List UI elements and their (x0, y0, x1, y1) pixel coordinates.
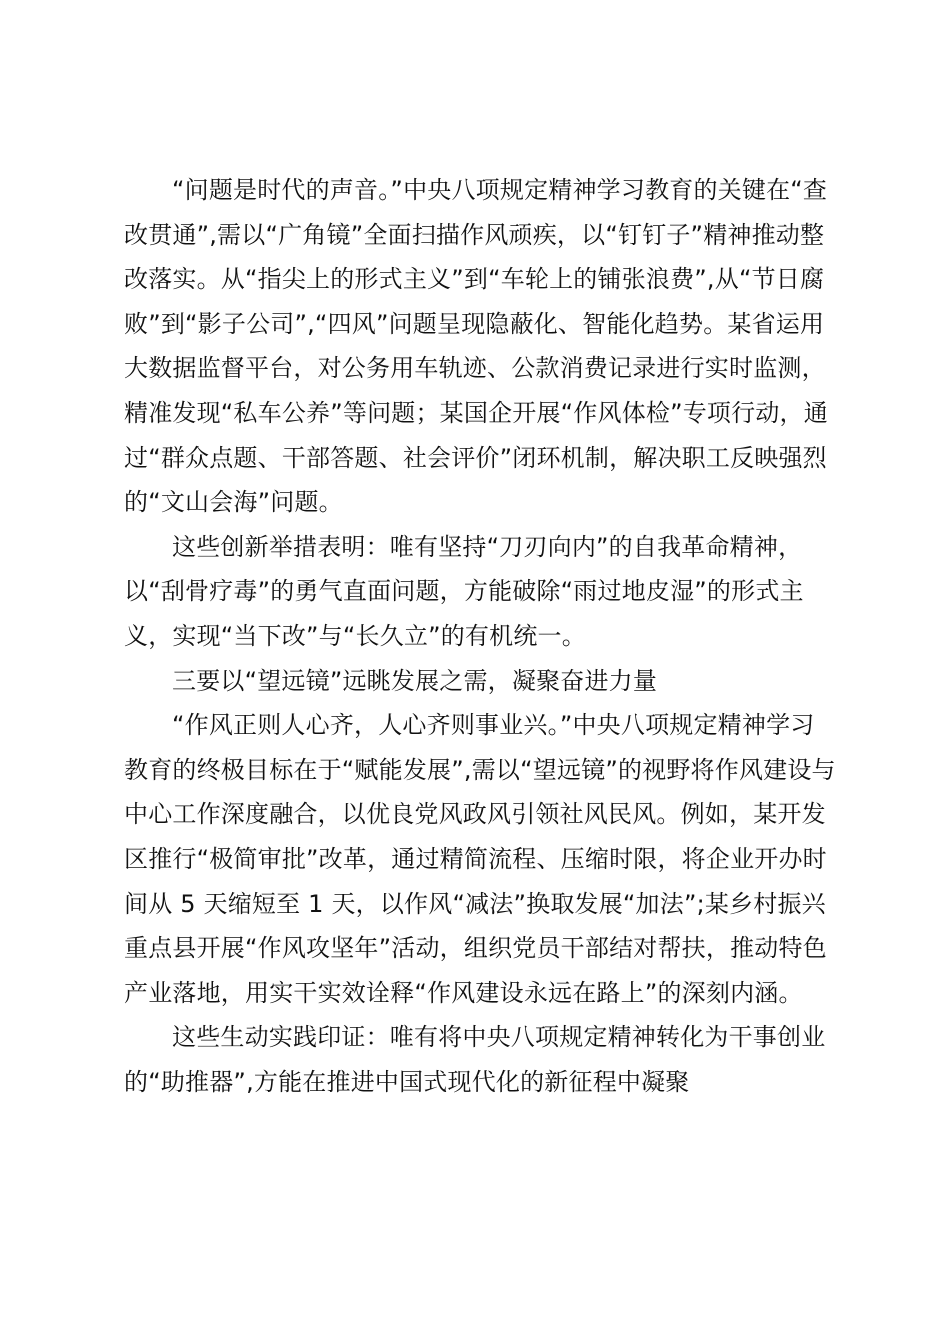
paragraph-problem-rectification: “问题是时代的声音。”中央八项规定精神学习教育的关键在“查改贯通”,需以“广角镜”全面扫描作风顽疾，以“钉钉子”精神推动整改落实。从“指尖上的形式主义”到“车轮上的铺张浪费”,从“节日腐败”到“影子公司”,“四风”问题呈现隐蔽化、智能化趋势。某省运用大数据监督平台，对公务用车轨迹、公款消费记录进行实时监测，精准发现“私车公养”等问题；某国企开展“作风体检”专项行动，通过“群众点题、干部答题、社会评价”闭环机制，解决职工反映强烈的“文山会海”问题。 (124, 176, 828, 517)
paragraph-empower-development: “作风正则人心齐，人心齐则事业兴。”中央八项规定精神学习教育的终极目标在于“赋能发展”,需以“望远镜”的视野将作风建设与中心工作深度融合，以优良党风政风引领社风民风。例如，某开发区推行“极简审批”改革，通过精简流程、压缩时限，将企业开办时间从 5 天缩短至 1 天，以作风“减法”换取发展“加法”;某乡村振兴重点县开展“作风攻坚年”活动，组织党员干部结对帮扶，推动特色产业落地，用实干实效诠释“作风建设永远在路上”的深刻内涵。 (124, 711, 836, 1007)
section-heading-telescope: 三要以“望远镜”远眺发展之需，凝聚奋进力量 (172, 666, 658, 695)
paragraph-practice-proof: 这些生动实践印证：唯有将中央八项规定精神转化为干事创业的“助推器”,方能在推进中国式现代化的新征程中凝聚 (124, 1023, 826, 1096)
document-body (124, 168, 836, 1104)
paragraph-self-revolution: 这些创新举措表明：唯有坚持“刀刃向内”的自我革命精神，以“刮骨疗毒”的勇气直面问题，方能破除“雨过地皮湿”的形式主义，实现“当下改”与“长久立”的有机统一。 (124, 532, 804, 650)
